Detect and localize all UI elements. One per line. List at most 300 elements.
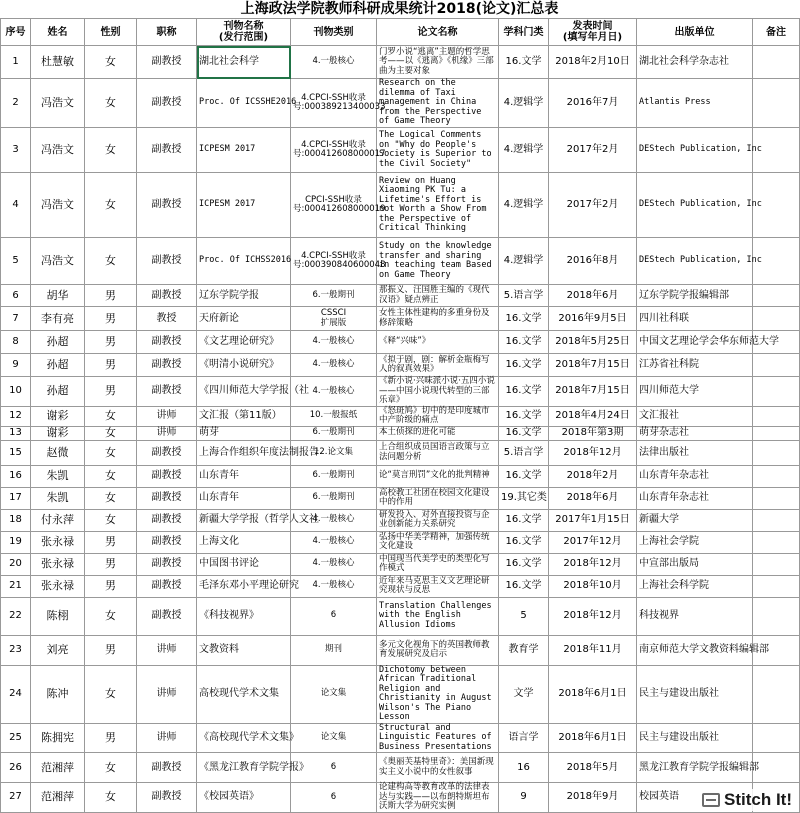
cell-name[interactable]: 张永禄 bbox=[31, 575, 85, 597]
cell-paper[interactable]: 本土侦探的进化可能 bbox=[377, 426, 499, 440]
cell-date[interactable]: 2017年1月15日 bbox=[549, 509, 637, 531]
cell-paper[interactable]: 中国现当代美学史的类型化写作模式 bbox=[377, 553, 499, 575]
cell-gender[interactable]: 女 bbox=[85, 665, 137, 723]
cell-journal[interactable]: 《科技视界》 bbox=[197, 597, 291, 635]
cell-name[interactable]: 陈拥宪 bbox=[31, 723, 85, 753]
table-row bbox=[1, 46, 800, 79]
table-row bbox=[1, 753, 800, 783]
cell-rank[interactable]: 副教授 bbox=[137, 440, 197, 465]
cell-name[interactable]: 范湘萍 bbox=[31, 783, 85, 813]
cell-rank[interactable]: 讲师 bbox=[137, 635, 197, 665]
cell-rank[interactable]: 副教授 bbox=[137, 487, 197, 509]
cell-journal[interactable]: 湖北社会科学 bbox=[197, 46, 291, 79]
cell-name[interactable]: 杜慧敏 bbox=[31, 46, 85, 79]
cell-journal-type[interactable]: 4.一般核心 bbox=[291, 377, 377, 407]
header-journal[interactable]: 刊物名称 (发行范围) bbox=[197, 19, 291, 46]
cell-journal-type[interactable]: 6.一般期刊 bbox=[291, 487, 377, 509]
cell-note[interactable] bbox=[753, 665, 800, 723]
cell-journal[interactable]: Proc. Of ICHSS2016 bbox=[197, 238, 291, 285]
cell-discipline[interactable]: 16.文学 bbox=[499, 307, 549, 331]
cell-rank[interactable]: 副教授 bbox=[137, 285, 197, 307]
cell-paper[interactable]: 《奥丽芙基特里奇》：美国新现实主义小说中的女性叙事 bbox=[377, 753, 499, 783]
cell-journal-type[interactable]: 6.一般期刊 bbox=[291, 285, 377, 307]
cell-paper[interactable]: 高校教工社团在校园文化建设中的作用 bbox=[377, 487, 499, 509]
cell-no[interactable]: 5 bbox=[1, 238, 31, 285]
cell-journal[interactable]: 山东青年 bbox=[197, 487, 291, 509]
cell-publisher[interactable]: 江苏省社科院 bbox=[637, 354, 753, 377]
cell-note[interactable] bbox=[753, 575, 800, 597]
cell-publisher[interactable]: 萌芽杂志社 bbox=[637, 426, 753, 440]
cell-discipline[interactable]: 16.文学 bbox=[499, 406, 549, 426]
cell-no[interactable]: 21 bbox=[1, 575, 31, 597]
cell-gender[interactable]: 女 bbox=[85, 487, 137, 509]
cell-rank[interactable]: 副教授 bbox=[137, 783, 197, 813]
cell-name[interactable]: 胡华 bbox=[31, 285, 85, 307]
cell-publisher[interactable]: 湖北社会科学杂志社 bbox=[637, 46, 753, 79]
cell-name[interactable]: 孙超 bbox=[31, 354, 85, 377]
cell-publisher[interactable]: 上海社会学院 bbox=[637, 531, 753, 553]
cell-name[interactable]: 朱凯 bbox=[31, 465, 85, 487]
cell-journal-type[interactable]: 4.CPCI-SSH收录号:000390840600048 bbox=[291, 238, 377, 285]
cell-rank[interactable]: 副教授 bbox=[137, 46, 197, 79]
cell-publisher[interactable]: DEStech Publication, Inc bbox=[637, 173, 753, 238]
cell-journal-type[interactable]: 期刊 bbox=[291, 635, 377, 665]
cell-date[interactable]: 2018年2月10日 bbox=[549, 46, 637, 79]
cell-note[interactable] bbox=[753, 440, 800, 465]
cell-rank[interactable]: 讲师 bbox=[137, 665, 197, 723]
table-row bbox=[1, 597, 800, 635]
cell-paper[interactable]: Translation Challenges with the English Allusion Idioms bbox=[377, 597, 499, 635]
cell-paper[interactable]: 近年来马克思主义文艺理论研究现状与反思 bbox=[377, 575, 499, 597]
cell-paper[interactable]: 《怒斑鸠》切中的是印度城市中产阶级的痛点 bbox=[377, 406, 499, 426]
table-row bbox=[1, 354, 800, 377]
cell-no[interactable]: 7 bbox=[1, 307, 31, 331]
cell-note[interactable] bbox=[753, 553, 800, 575]
header-publisher[interactable]: 出版单位 bbox=[637, 19, 753, 46]
cell-gender[interactable]: 女 bbox=[85, 509, 137, 531]
cell-date[interactable]: 2018年11月 bbox=[549, 635, 637, 665]
cell-journal-type[interactable]: 4.一般核心 bbox=[291, 46, 377, 79]
cell-gender[interactable]: 女 bbox=[85, 406, 137, 426]
cell-publisher[interactable]: 科技视界 bbox=[637, 597, 753, 635]
cell-rank[interactable]: 副教授 bbox=[137, 753, 197, 783]
cell-rank[interactable]: 副教授 bbox=[137, 377, 197, 407]
cell-note[interactable] bbox=[753, 406, 800, 426]
cell-name[interactable]: 孙超 bbox=[31, 331, 85, 354]
table-row bbox=[1, 575, 800, 597]
cell-note[interactable] bbox=[753, 377, 800, 407]
cell-rank[interactable]: 教授 bbox=[137, 307, 197, 331]
sheet-title: 上海政法学院教师科研成果统计2018(论文)汇总表 bbox=[240, 1, 559, 17]
cell-discipline[interactable]: 教育学 bbox=[499, 635, 549, 665]
cell-note[interactable] bbox=[753, 79, 800, 128]
header-name[interactable]: 姓名 bbox=[31, 19, 85, 46]
cell-journal-type[interactable]: 12.论文集 bbox=[291, 440, 377, 465]
cell-note[interactable] bbox=[753, 753, 800, 783]
cell-no[interactable]: 12 bbox=[1, 406, 31, 426]
cell-rank[interactable]: 副教授 bbox=[137, 173, 197, 238]
cell-no[interactable]: 15 bbox=[1, 440, 31, 465]
cell-name[interactable]: 张永禄 bbox=[31, 531, 85, 553]
cell-paper[interactable]: Review on Huang Xiaoming PK Tu: a Lifetime's Effort is not Worth a Show From the Perspective of Critical Thinking bbox=[377, 173, 499, 238]
table-row bbox=[1, 509, 800, 531]
cell-no[interactable]: 19 bbox=[1, 531, 31, 553]
cell-rank[interactable]: 副教授 bbox=[137, 128, 197, 173]
cell-paper[interactable]: 那振义、汪国胜主编的《现代汉语》疑点辨正 bbox=[377, 285, 499, 307]
cell-rank[interactable]: 副教授 bbox=[137, 553, 197, 575]
cell-journal[interactable]: 中国图书评论 bbox=[197, 553, 291, 575]
cell-name[interactable]: 赵微 bbox=[31, 440, 85, 465]
cell-paper[interactable]: 论“莫言刑罚”文化的批判精神 bbox=[377, 465, 499, 487]
cell-journal[interactable]: 《校园英语》 bbox=[197, 783, 291, 813]
cell-rank[interactable]: 副教授 bbox=[137, 575, 197, 597]
cell-gender[interactable]: 女 bbox=[85, 426, 137, 440]
cell-name[interactable]: 冯浩文 bbox=[31, 238, 85, 285]
cell-name[interactable]: 范湘萍 bbox=[31, 753, 85, 783]
cell-date[interactable]: 2018年第3期 bbox=[549, 426, 637, 440]
cell-gender[interactable]: 男 bbox=[85, 575, 137, 597]
cell-journal[interactable]: 萌芽 bbox=[197, 426, 291, 440]
cell-discipline[interactable]: 16.文学 bbox=[499, 575, 549, 597]
cell-note[interactable] bbox=[753, 487, 800, 509]
cell-no[interactable]: 16 bbox=[1, 465, 31, 487]
header-no[interactable]: 序号 bbox=[1, 19, 31, 46]
cell-rank[interactable]: 副教授 bbox=[137, 509, 197, 531]
cell-no[interactable]: 26 bbox=[1, 753, 31, 783]
cell-publisher[interactable]: 四川社科联 bbox=[637, 307, 753, 331]
cell-no[interactable]: 23 bbox=[1, 635, 31, 665]
cell-paper[interactable]: 论建构高等教育改革的法律表达与实践——以布朗特斯坦布沃斯大学为研究实例 bbox=[377, 783, 499, 813]
cell-publisher[interactable]: 黑龙江教育学院学报编辑部 bbox=[637, 753, 753, 783]
cell-gender[interactable]: 女 bbox=[85, 597, 137, 635]
header-date[interactable]: 发表时间 (填写年月日) bbox=[549, 19, 637, 46]
cell-journal[interactable]: 毛泽东邓小平理论研究 bbox=[197, 575, 291, 597]
cell-journal-type[interactable]: 4.CPCI-SSH收录号:000389213400033 bbox=[291, 79, 377, 128]
table-row bbox=[1, 723, 800, 753]
cell-journal-type[interactable]: 4.一般核心 bbox=[291, 553, 377, 575]
cell-publisher[interactable]: 新疆大学 bbox=[637, 509, 753, 531]
cell-journal-type[interactable]: 6 bbox=[291, 597, 377, 635]
cell-date[interactable]: 2018年2月 bbox=[549, 465, 637, 487]
header-journal-type[interactable]: 刊物类别 bbox=[291, 19, 377, 46]
cell-paper[interactable]: Research on the dilemma of Taxi management in China from the Perspective of Game Theory bbox=[377, 79, 499, 128]
cell-date[interactable]: 2018年6月 bbox=[549, 285, 637, 307]
cell-discipline[interactable]: 4.逻辑学 bbox=[499, 173, 549, 238]
cell-date[interactable]: 2018年12月 bbox=[549, 553, 637, 575]
cell-rank[interactable]: 讲师 bbox=[137, 723, 197, 753]
cell-discipline[interactable]: 19.其它类 bbox=[499, 487, 549, 509]
cell-paper[interactable]: Dichotomy between African Traditional Religion and Christianity in August Wilson's The Piano Lesson bbox=[377, 665, 499, 723]
cell-paper[interactable]: 上合组织成员国语言政策与立法问题分析 bbox=[377, 440, 499, 465]
cell-date[interactable]: 2018年4月24日 bbox=[549, 406, 637, 426]
cell-rank[interactable]: 讲师 bbox=[137, 406, 197, 426]
cell-publisher[interactable]: 民主与建设出版社 bbox=[637, 665, 753, 723]
cell-paper[interactable]: 多元文化视角下的英国教师教育发展研究及启示 bbox=[377, 635, 499, 665]
cell-discipline[interactable]: 5.语言学 bbox=[499, 440, 549, 465]
cell-paper[interactable]: 研发投入、对外直接投资与企业创新能力关系研究 bbox=[377, 509, 499, 531]
cell-no[interactable]: 13 bbox=[1, 426, 31, 440]
cell-paper[interactable]: Structural and Linguistic Features of Business Presentations bbox=[377, 723, 499, 753]
cell-discipline[interactable]: 5 bbox=[499, 597, 549, 635]
cell-gender[interactable]: 女 bbox=[85, 440, 137, 465]
table-row bbox=[1, 531, 800, 553]
cell-no[interactable]: 4 bbox=[1, 173, 31, 238]
cell-publisher[interactable]: Atlantis Press bbox=[637, 79, 753, 128]
cell-gender[interactable]: 女 bbox=[85, 783, 137, 813]
cell-gender[interactable]: 男 bbox=[85, 377, 137, 407]
cell-rank[interactable]: 副教授 bbox=[137, 331, 197, 354]
header-rank[interactable]: 职称 bbox=[137, 19, 197, 46]
cell-date[interactable]: 2018年7月15日 bbox=[549, 354, 637, 377]
cell-name[interactable]: 冯浩文 bbox=[31, 79, 85, 128]
cell-journal[interactable]: 高校现代学术文集 bbox=[197, 665, 291, 723]
cell-date[interactable]: 2018年7月15日 bbox=[549, 377, 637, 407]
cell-publisher[interactable]: 辽东学院学报编辑部 bbox=[637, 285, 753, 307]
cell-name[interactable]: 朱凯 bbox=[31, 487, 85, 509]
cell-publisher[interactable]: 山东青年杂志社 bbox=[637, 465, 753, 487]
stitch-watermark bbox=[699, 789, 795, 811]
paper-summary-table bbox=[0, 18, 800, 813]
cell-paper[interactable]: 《释“兴味”》 bbox=[377, 331, 499, 354]
cell-paper[interactable]: 《新小说·兴味派小说·五四小说——中国小说现代转型的三部乐章》 bbox=[377, 377, 499, 407]
table-row bbox=[1, 440, 800, 465]
cell-publisher[interactable]: 民主与建设出版社 bbox=[637, 723, 753, 753]
cell-note[interactable] bbox=[753, 531, 800, 553]
cell-journal[interactable]: 辽东学院学报 bbox=[197, 285, 291, 307]
cell-paper[interactable]: 《拟于剧，剧：解析金瓶梅写人的叙真效果》 bbox=[377, 354, 499, 377]
cell-gender[interactable]: 男 bbox=[85, 531, 137, 553]
cell-publisher[interactable]: 中宣部出版局 bbox=[637, 553, 753, 575]
cell-journal-type[interactable]: 4.一般核心 bbox=[291, 509, 377, 531]
cell-discipline[interactable]: 16.文学 bbox=[499, 531, 549, 553]
header-note[interactable]: 备注 bbox=[753, 19, 800, 46]
cell-date[interactable]: 2018年6月1日 bbox=[549, 665, 637, 723]
cell-date[interactable]: 2016年7月 bbox=[549, 79, 637, 128]
cell-discipline[interactable]: 4.逻辑学 bbox=[499, 128, 549, 173]
cell-date[interactable]: 2017年2月 bbox=[549, 173, 637, 238]
cell-date[interactable]: 2016年9月5日 bbox=[549, 307, 637, 331]
cell-name[interactable]: 谢彩 bbox=[31, 426, 85, 440]
cell-note[interactable] bbox=[753, 46, 800, 79]
cell-no[interactable]: 18 bbox=[1, 509, 31, 531]
cell-publisher[interactable]: 上海社会科学院 bbox=[637, 575, 753, 597]
cell-discipline[interactable]: 16.文学 bbox=[499, 465, 549, 487]
cell-journal[interactable]: 上海文化 bbox=[197, 531, 291, 553]
cell-no[interactable]: 22 bbox=[1, 597, 31, 635]
cell-name[interactable]: 刘亮 bbox=[31, 635, 85, 665]
cell-no[interactable]: 24 bbox=[1, 665, 31, 723]
cell-date[interactable]: 2018年12月 bbox=[549, 440, 637, 465]
cell-gender[interactable]: 男 bbox=[85, 354, 137, 377]
cell-no[interactable]: 3 bbox=[1, 128, 31, 173]
cell-publisher[interactable]: 中国文艺理论学会华东师范大学 bbox=[637, 331, 753, 354]
table-row bbox=[1, 285, 800, 307]
cell-no[interactable]: 10 bbox=[1, 377, 31, 407]
cell-no[interactable]: 1 bbox=[1, 46, 31, 79]
cell-publisher[interactable]: 校园英语 bbox=[637, 783, 753, 813]
cell-gender[interactable]: 女 bbox=[85, 46, 137, 79]
cell-rank[interactable]: 副教授 bbox=[137, 597, 197, 635]
cell-name[interactable]: 冯浩文 bbox=[31, 173, 85, 238]
cell-journal-type[interactable]: 论文集 bbox=[291, 665, 377, 723]
cell-rank[interactable]: 副教授 bbox=[137, 354, 197, 377]
cell-no[interactable]: 27 bbox=[1, 783, 31, 813]
cell-date[interactable]: 2018年10月 bbox=[549, 575, 637, 597]
cell-discipline[interactable]: 16.文学 bbox=[499, 377, 549, 407]
cell-journal[interactable]: 新疆大学学报（哲学人文社 bbox=[197, 509, 291, 531]
cell-publisher[interactable]: DEStech Publication, Inc bbox=[637, 128, 753, 173]
cell-no[interactable]: 2 bbox=[1, 79, 31, 128]
cell-name[interactable]: 李有亮 bbox=[31, 307, 85, 331]
cell-note[interactable] bbox=[753, 354, 800, 377]
cell-rank[interactable]: 副教授 bbox=[137, 238, 197, 285]
cell-paper[interactable]: Study on the knowledge transfer and sharing in teaching team Based on Game Theory bbox=[377, 238, 499, 285]
table-row bbox=[1, 665, 800, 723]
cell-discipline[interactable]: 4.逻辑学 bbox=[499, 79, 549, 128]
table-body bbox=[1, 46, 800, 813]
cell-gender[interactable]: 男 bbox=[85, 635, 137, 665]
cell-journal-type[interactable]: 6.一般期刊 bbox=[291, 426, 377, 440]
cell-journal[interactable]: 《四川师范大学学报（社 bbox=[197, 377, 291, 407]
cell-name[interactable]: 孙超 bbox=[31, 377, 85, 407]
cell-date[interactable]: 2018年6月1日 bbox=[549, 723, 637, 753]
cell-discipline[interactable]: 语言学 bbox=[499, 723, 549, 753]
stitch-icon bbox=[702, 793, 720, 807]
cell-journal-type[interactable]: 6 bbox=[291, 783, 377, 813]
cell-publisher[interactable]: DEStech Publication, Inc bbox=[637, 238, 753, 285]
header-paper[interactable]: 论文名称 bbox=[377, 19, 499, 46]
cell-note[interactable] bbox=[753, 597, 800, 635]
cell-rank[interactable]: 副教授 bbox=[137, 79, 197, 128]
cell-publisher[interactable]: 法律出版社 bbox=[637, 440, 753, 465]
cell-discipline[interactable]: 16.文学 bbox=[499, 553, 549, 575]
cell-gender[interactable]: 女 bbox=[85, 128, 137, 173]
cell-journal[interactable]: 天府新论 bbox=[197, 307, 291, 331]
cell-paper[interactable]: The Logical Comments on "Why do People's Society is Superior to the Civil Society" bbox=[377, 128, 499, 173]
cell-journal-type[interactable]: 6 bbox=[291, 753, 377, 783]
cell-name[interactable]: 付永萍 bbox=[31, 509, 85, 531]
cell-date[interactable]: 2018年5月25日 bbox=[549, 331, 637, 354]
table-row bbox=[1, 465, 800, 487]
cell-publisher[interactable]: 山东青年杂志社 bbox=[637, 487, 753, 509]
cell-discipline[interactable]: 16.文学 bbox=[499, 331, 549, 354]
cell-discipline[interactable]: 9 bbox=[499, 783, 549, 813]
cell-gender[interactable]: 女 bbox=[85, 465, 137, 487]
cell-note[interactable] bbox=[753, 509, 800, 531]
header-discipline[interactable]: 学科门类 bbox=[499, 19, 549, 46]
cell-discipline[interactable]: 16.文学 bbox=[499, 354, 549, 377]
cell-discipline[interactable]: 16.文学 bbox=[499, 426, 549, 440]
cell-date[interactable]: 2018年5月 bbox=[549, 753, 637, 783]
cell-journal[interactable]: 文教资料 bbox=[197, 635, 291, 665]
cell-no[interactable]: 6 bbox=[1, 285, 31, 307]
cell-gender[interactable]: 女 bbox=[85, 173, 137, 238]
cell-date[interactable]: 2018年12月 bbox=[549, 597, 637, 635]
cell-discipline[interactable]: 16 bbox=[499, 753, 549, 783]
cell-journal[interactable]: 文汇报（第11版） bbox=[197, 406, 291, 426]
cell-gender[interactable]: 女 bbox=[85, 79, 137, 128]
cell-note[interactable] bbox=[753, 307, 800, 331]
cell-name[interactable]: 冯浩文 bbox=[31, 128, 85, 173]
cell-journal-type[interactable]: 6.一般期刊 bbox=[291, 465, 377, 487]
cell-note[interactable] bbox=[753, 285, 800, 307]
cell-no[interactable]: 25 bbox=[1, 723, 31, 753]
cell-gender[interactable]: 女 bbox=[85, 238, 137, 285]
cell-journal[interactable]: 山东青年 bbox=[197, 465, 291, 487]
cell-discipline[interactable]: 文学 bbox=[499, 665, 549, 723]
cell-no[interactable]: 17 bbox=[1, 487, 31, 509]
table-row bbox=[1, 238, 800, 285]
cell-journal-type[interactable]: 10.一般报纸 bbox=[291, 406, 377, 426]
cell-rank[interactable]: 副教授 bbox=[137, 465, 197, 487]
cell-journal-type[interactable]: 4.CPCI-SSH收录号:000412608000017 bbox=[291, 128, 377, 173]
cell-journal-type[interactable]: 4.一般核心 bbox=[291, 531, 377, 553]
cell-journal-type[interactable]: 4.一般核心 bbox=[291, 575, 377, 597]
cell-journal-type[interactable]: 4.一般核心 bbox=[291, 331, 377, 354]
cell-date[interactable]: 2017年2月 bbox=[549, 128, 637, 173]
cell-note[interactable] bbox=[753, 426, 800, 440]
cell-gender[interactable]: 男 bbox=[85, 331, 137, 354]
cell-discipline[interactable]: 5.语言学 bbox=[499, 285, 549, 307]
cell-journal-type[interactable]: 4.一般核心 bbox=[291, 354, 377, 377]
cell-rank[interactable]: 副教授 bbox=[137, 531, 197, 553]
cell-no[interactable]: 9 bbox=[1, 354, 31, 377]
cell-name[interactable]: 陈冲 bbox=[31, 665, 85, 723]
cell-journal[interactable]: ICPESM 2017 bbox=[197, 173, 291, 238]
cell-name[interactable]: 张永禄 bbox=[31, 553, 85, 575]
cell-paper[interactable]: 女性主体性建构的多重身份及修辞策略 bbox=[377, 307, 499, 331]
cell-no[interactable]: 8 bbox=[1, 331, 31, 354]
table-row bbox=[1, 426, 800, 440]
cell-no[interactable]: 20 bbox=[1, 553, 31, 575]
cell-paper[interactable]: 弘扬中华美学精神，加强传统文化建设 bbox=[377, 531, 499, 553]
cell-journal[interactable]: ICPESM 2017 bbox=[197, 128, 291, 173]
table-row bbox=[1, 128, 800, 173]
cell-paper[interactable]: 门罗小说“逃离”主题的哲学思考——以《逃离》《机缘》三部曲为主要对象 bbox=[377, 46, 499, 79]
cell-date[interactable]: 2018年9月 bbox=[549, 783, 637, 813]
cell-gender[interactable]: 男 bbox=[85, 723, 137, 753]
cell-publisher[interactable]: 南京师范大学文教资料编辑部 bbox=[637, 635, 753, 665]
cell-journal-type[interactable]: 论文集 bbox=[291, 723, 377, 753]
cell-discipline[interactable]: 16.文学 bbox=[499, 509, 549, 531]
cell-discipline[interactable]: 4.逻辑学 bbox=[499, 238, 549, 285]
cell-publisher[interactable]: 文汇报社 bbox=[637, 406, 753, 426]
cell-journal[interactable]: 《高校现代学术文集》 bbox=[197, 723, 291, 753]
cell-journal[interactable]: 上海合作组织年度法制报告 bbox=[197, 440, 291, 465]
cell-name[interactable]: 谢彩 bbox=[31, 406, 85, 426]
cell-gender[interactable]: 男 bbox=[85, 307, 137, 331]
cell-discipline[interactable]: 16.文学 bbox=[499, 46, 549, 79]
cell-name[interactable]: 陈栩 bbox=[31, 597, 85, 635]
cell-gender[interactable]: 男 bbox=[85, 553, 137, 575]
header-gender[interactable]: 性别 bbox=[85, 19, 137, 46]
cell-rank[interactable]: 讲师 bbox=[137, 426, 197, 440]
cell-publisher[interactable]: 四川师范大学 bbox=[637, 377, 753, 407]
cell-journal[interactable]: 《黑龙江教育学院学报》 bbox=[197, 753, 291, 783]
cell-gender[interactable]: 女 bbox=[85, 753, 137, 783]
cell-date[interactable]: 2016年8月 bbox=[549, 238, 637, 285]
cell-gender[interactable]: 男 bbox=[85, 285, 137, 307]
cell-journal[interactable]: 《明清小说研究》 bbox=[197, 354, 291, 377]
cell-journal[interactable]: 《文艺理论研究》 bbox=[197, 331, 291, 354]
cell-note[interactable] bbox=[753, 723, 800, 753]
cell-note[interactable] bbox=[753, 465, 800, 487]
cell-journal[interactable]: Proc. Of ICSSHE2016 bbox=[197, 79, 291, 128]
cell-date[interactable]: 2018年6月 bbox=[549, 487, 637, 509]
cell-journal-type[interactable]: CPCI-SSH收录号:000412608000019 bbox=[291, 173, 377, 238]
cell-date[interactable]: 2017年12月 bbox=[549, 531, 637, 553]
cell-journal-type[interactable]: CSSCI 扩展版 bbox=[291, 307, 377, 331]
